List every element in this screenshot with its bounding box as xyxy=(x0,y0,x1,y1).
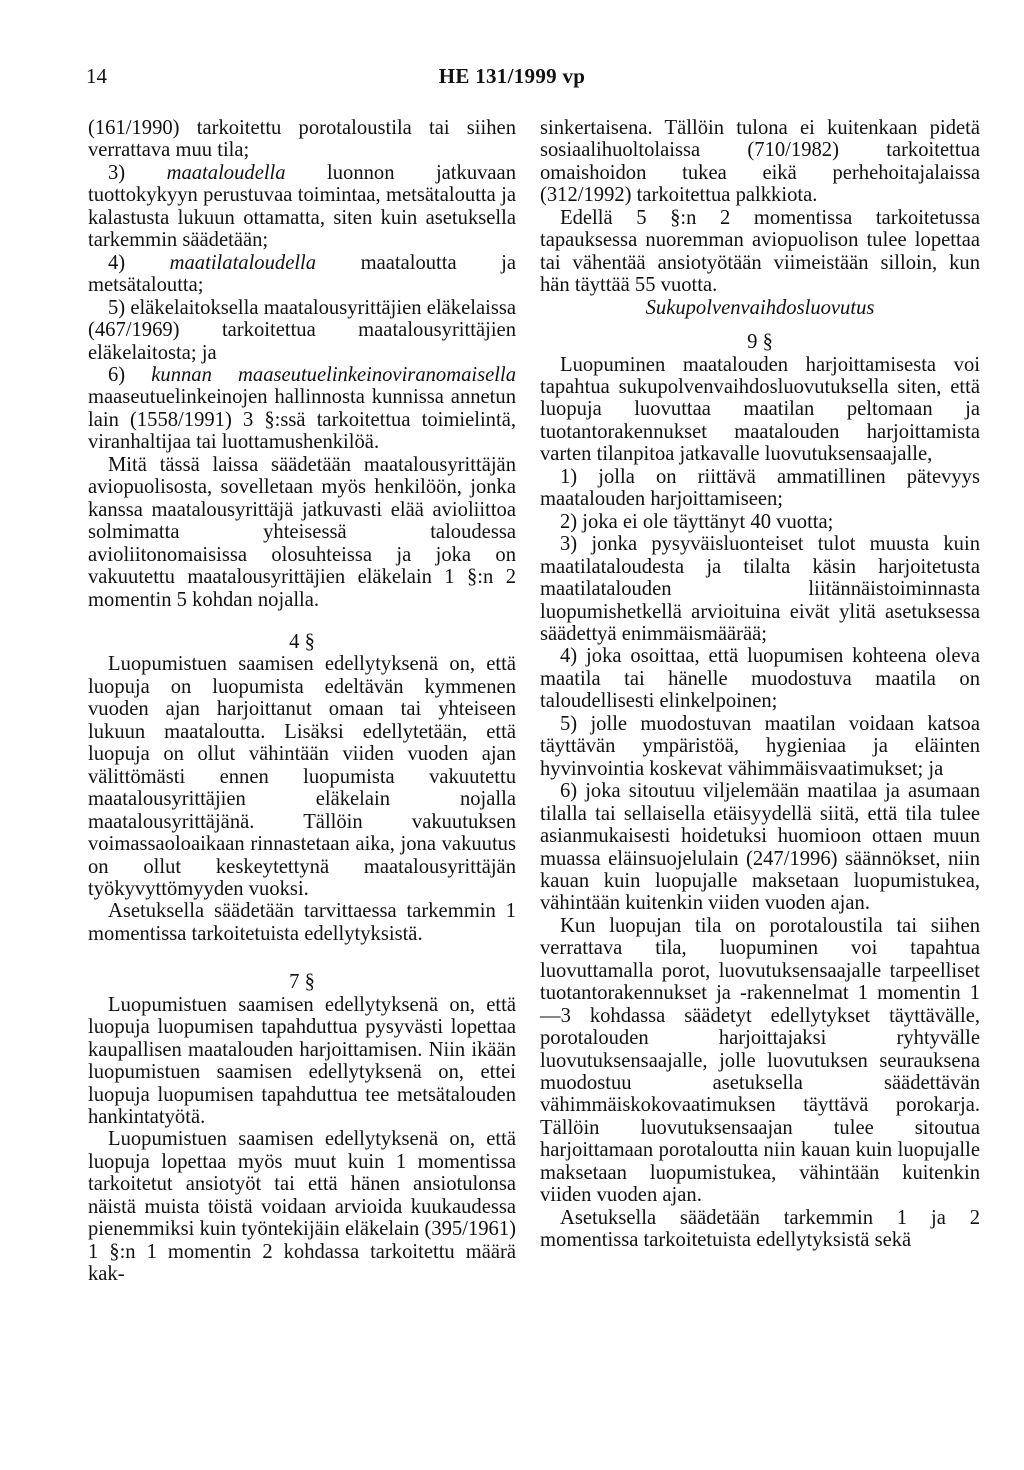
section-heading: 4 § xyxy=(289,630,315,653)
document-id: HE 131/1999 vp xyxy=(438,64,586,88)
left-column xyxy=(88,117,516,1286)
chapter-title: Sukupolvenvaihdosluovutus xyxy=(645,296,875,319)
definition-5: 5) eläkelaitoksella maatalousyrittäjien eläkelaissa (467/1969) tarkoitettua maatalousyrittäjien eläkelaitosta; ja xyxy=(88,296,516,364)
paragraph-continuation: sinkertaisena. Tällöin tulona ei kuitenkaan pidetä sosiaalihuoltolaissa (710/1982) tarkoitettua omaishoidon tukea eikä perhehoitajalaissa (312/1992) tarkoitettua palkkiota. xyxy=(540,117,980,207)
paragraph: Luopumistuen saamisen edellytyksenä on, että luopuja luopumisen tapahduttua pysyvästi lopettaa kaupallisen maatalouden harjoittamisen. Niin ikään luopumistuen saamisen edellytyksenä on, ettei luopuja luopumisen tapahduttua tee metsätalouden hankintatyötä. xyxy=(88,993,516,1129)
paragraph: Luopumistuen saamisen edellytyksenä on, että luopuja lopettaa myös muut kuin 1 momentissa tarkoitetut ansiotyöt tai että hänen ansiotulonsa näistä muista töistä voidaan arvioida kuukaudessa pienemmiksi kuin työntekijäin eläkelain (395/1961) 1 §:n 1 momentin 2 kohdassa tarkoitettu määrä kak- xyxy=(88,1128,516,1286)
list-item: 3) jonka pysyväisluonteiset tulot muusta kuin maatilataloudesta ja tilalta käsin harjoitetusta maatilatalouden liitännäistoiminnasta luopumishetkellä arvioituina eivät ylitä asetuksessa säädettyä enimmäismäärää; xyxy=(540,533,980,645)
section-heading: 9 § xyxy=(747,331,773,354)
paragraph: Kun luopujan tila on porotaloustila tai siihen verrattava tila, luopuminen voi tapahtua luovuttamalla porot, luovutuksensaajalle tarpeelliset tuotantorakennukset ja -rakennelmat 1 momentin 1—3 kohdassa säädetyt edellytykset täyttävälle, porotalouden harjoittajaksi ryhtyvälle luovutuksensaajalle, jolle luovutuksen seurauksena muodostuu asetuksella säädettävän vähimmäiskokovaatimuksen täyttävä porokarja. Tällöin luovutuksensaajan tulee sitoutua harjoittamaan porotaloutta niin kauan kuin luopujalle maksetaan luopumistukea, vähintään kuitenkin viiden vuoden ajan. xyxy=(540,914,980,1207)
definition-term: kunnan maaseutuelinkeinoviranomaisella xyxy=(151,363,516,386)
paragraph: Edellä 5 §:n 2 momentissa tarkoitetussa tapauksessa nuoremman aviopuolison tulee lopettaa tai vähentää ansiotyötään viimeistään silloin, kun hän täyttää 55 vuotta. xyxy=(540,206,980,297)
paragraph: Luopumistuen saamisen edellytyksenä on, että luopuja on luopumista edeltävän kymmenen vuoden ajan harjoittanut omaan tai yhteiseen lukuun maataloutta. Lisäksi edellytetään, että luopuja on ollut vähintään viiden vuoden ajan välittömästi ennen luopumista vakuutettu maatalousyrittäjien eläkelain nojalla maatalousyrittäjänä. Tällöin vakuutuksen voimassaoloaikaan rinnastetaan aika, jona vakuutus on ollut keskeytettynä maatalousyrittäjän työkyvyttömyyden vuoksi. xyxy=(88,653,516,900)
list-item: 6) joka sitoutuu viljelemään maatilaa ja asumaan tilalla tai sellaisella etäisyydellä siitä, että tila tulee asianmukaisesti hoidetuksi huomioon ottaen muun muassa eläinsuojelulain (247/1996) säännökset, niin kauan kuin luopujalle maksetaan luopumistukea, vähintään kuitenkin viiden vuoden ajan. xyxy=(540,780,980,915)
paragraph: Luopuminen maatalouden harjoittamisesta voi tapahtua sukupolvenvaihdosluovutuksella siten, että luopuja luovuttaa maatilan peltomaan ja tuotantorakennukset maatalouden harjoittamista varten tilanpitoa jatkavalle luovutuksensaajalle, xyxy=(540,353,980,466)
page-number: 14 xyxy=(86,64,107,88)
list-item: 2) joka ei ole täyttänyt 40 vuotta; xyxy=(560,510,834,533)
paragraph: Mitä tässä laissa säädetään maatalousyrittäjän aviopuolisosta, sovelletaan myös henkilöön, jonka kanssa maatalousyrittäjä jatkuvasti elää avioliittoa solmimatta yhteisessä taloudessa avioliitonomaisissa olosuhteissa ja joka on vakuutettu maatalousyrittäjien eläkelain 1 §:n 2 momentin 5 kohdan nojalla. xyxy=(88,453,516,611)
definition-term: maatilataloudella xyxy=(169,251,317,274)
paragraph: Asetuksella säädetään tarvittaessa tarkemmin 1 momentissa tarkoitetuista edellytyksistä. xyxy=(88,900,516,945)
list-item: 1) jolla on riittävä ammatillinen pätevyys maatalouden harjoittamiseen; xyxy=(540,465,980,511)
right-column xyxy=(540,117,980,1252)
definition-6: 6) kunnan maaseutuelinkeinoviranomaisella maaseutuelinkeinojen hallinnosta kunnissa annetun lain (1558/1991) 3 §:ssä tarkoitettua toimielintä, viranhaltijaa tai luottamushenkilöä. xyxy=(88,363,516,454)
paragraph: Asetuksella säädetään tarkemmin 1 ja 2 momentissa tarkoitetuista edellytyksistä sekä xyxy=(540,1206,980,1252)
section-heading: 7 § xyxy=(289,971,315,994)
definition-4: 4) maatilataloudella maataloutta ja metsätaloutta; xyxy=(88,251,516,297)
definition-continuation: (161/1990) tarkoitettu porotaloustila tai siihen verrattava muu tila; xyxy=(88,117,516,162)
list-item: 4) joka osoittaa, että luopumisen kohteena oleva maatila tai hänelle muodostuva maatila on taloudellisesti elinkelpoinen; xyxy=(540,645,980,713)
definition-3: 3) maataloudella luonnon jatkuvaan tuottokykyyn perustuvaa toimintaa, metsätaloutta ja kalastusta lukuun ottamatta, siten kuin asetuksella tarkemmin säädetään; xyxy=(88,161,516,252)
page-header xyxy=(0,64,1024,94)
list-item: 5) jolle muodostuvan maatilan voidaan katsoa täyttävän ympäristöä, hygieniaa ja eläinten hyvinvointia koskevat vähimmäisvaatimukset; ja xyxy=(540,712,980,780)
definition-term: maataloudella xyxy=(166,161,286,184)
